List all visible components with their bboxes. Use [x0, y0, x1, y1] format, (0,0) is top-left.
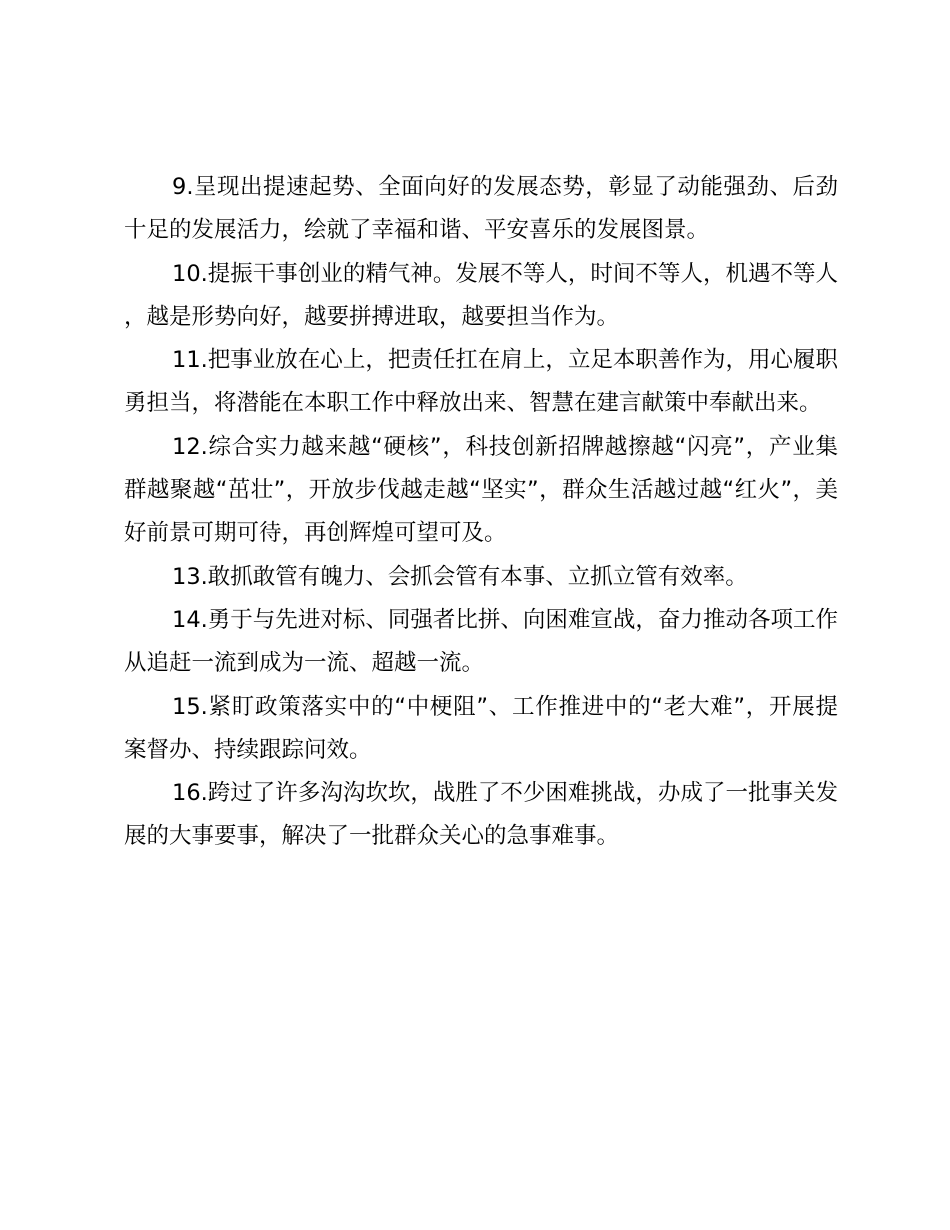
- paragraph-11: 11.把事业放在心上，把责任扛在肩上，立足本职善作为，用心履职勇担当，将潜能在本职工作中释放出来、智慧在建言献策中奉献出来。: [124, 347, 838, 417]
- paragraph-12: 12.综合实力越来越“硬核”，科技创新招牌越擦越“闪亮”，产业集群越聚越“茁壮”，开放步伐越走越“坚实”，群众生活越过越“红火”，美好前景可期可待，再创辉煌可望可及。: [124, 433, 838, 547]
- paragraph-9: 9.呈现出提速起势、全面向好的发展态势，彰显了动能强劲、后劲十足的发展活力，绘就了幸福和谐、平安喜乐的发展图景。: [124, 174, 838, 244]
- paragraph-13: 13.敢抓敢管有魄力、会抓会管有本事、立抓立管有效率。: [172, 563, 748, 590]
- paragraph-16: 16.跨过了许多沟沟坎坎，战胜了不少困难挑战，办成了一批事关发展的大事要事，解决了一批群众关心的急事难事。: [124, 780, 838, 850]
- paragraph-15: 15.紧盯政策落实中的“中梗阻”、工作推进中的“老大难”，开展提案督办、持续跟踪问效。: [124, 693, 838, 763]
- paragraph-10: 10.提振干事创业的精气神。发展不等人，时间不等人，机遇不等人，越是形势向好，越要拼搏进取，越要担当作为。: [124, 260, 838, 330]
- document-body: [124, 166, 838, 859]
- paragraph-14: 14.勇于与先进对标、同强者比拼、向困难宣战，奋力推动各项工作从追赶一流到成为一流、超越一流。: [124, 606, 838, 677]
